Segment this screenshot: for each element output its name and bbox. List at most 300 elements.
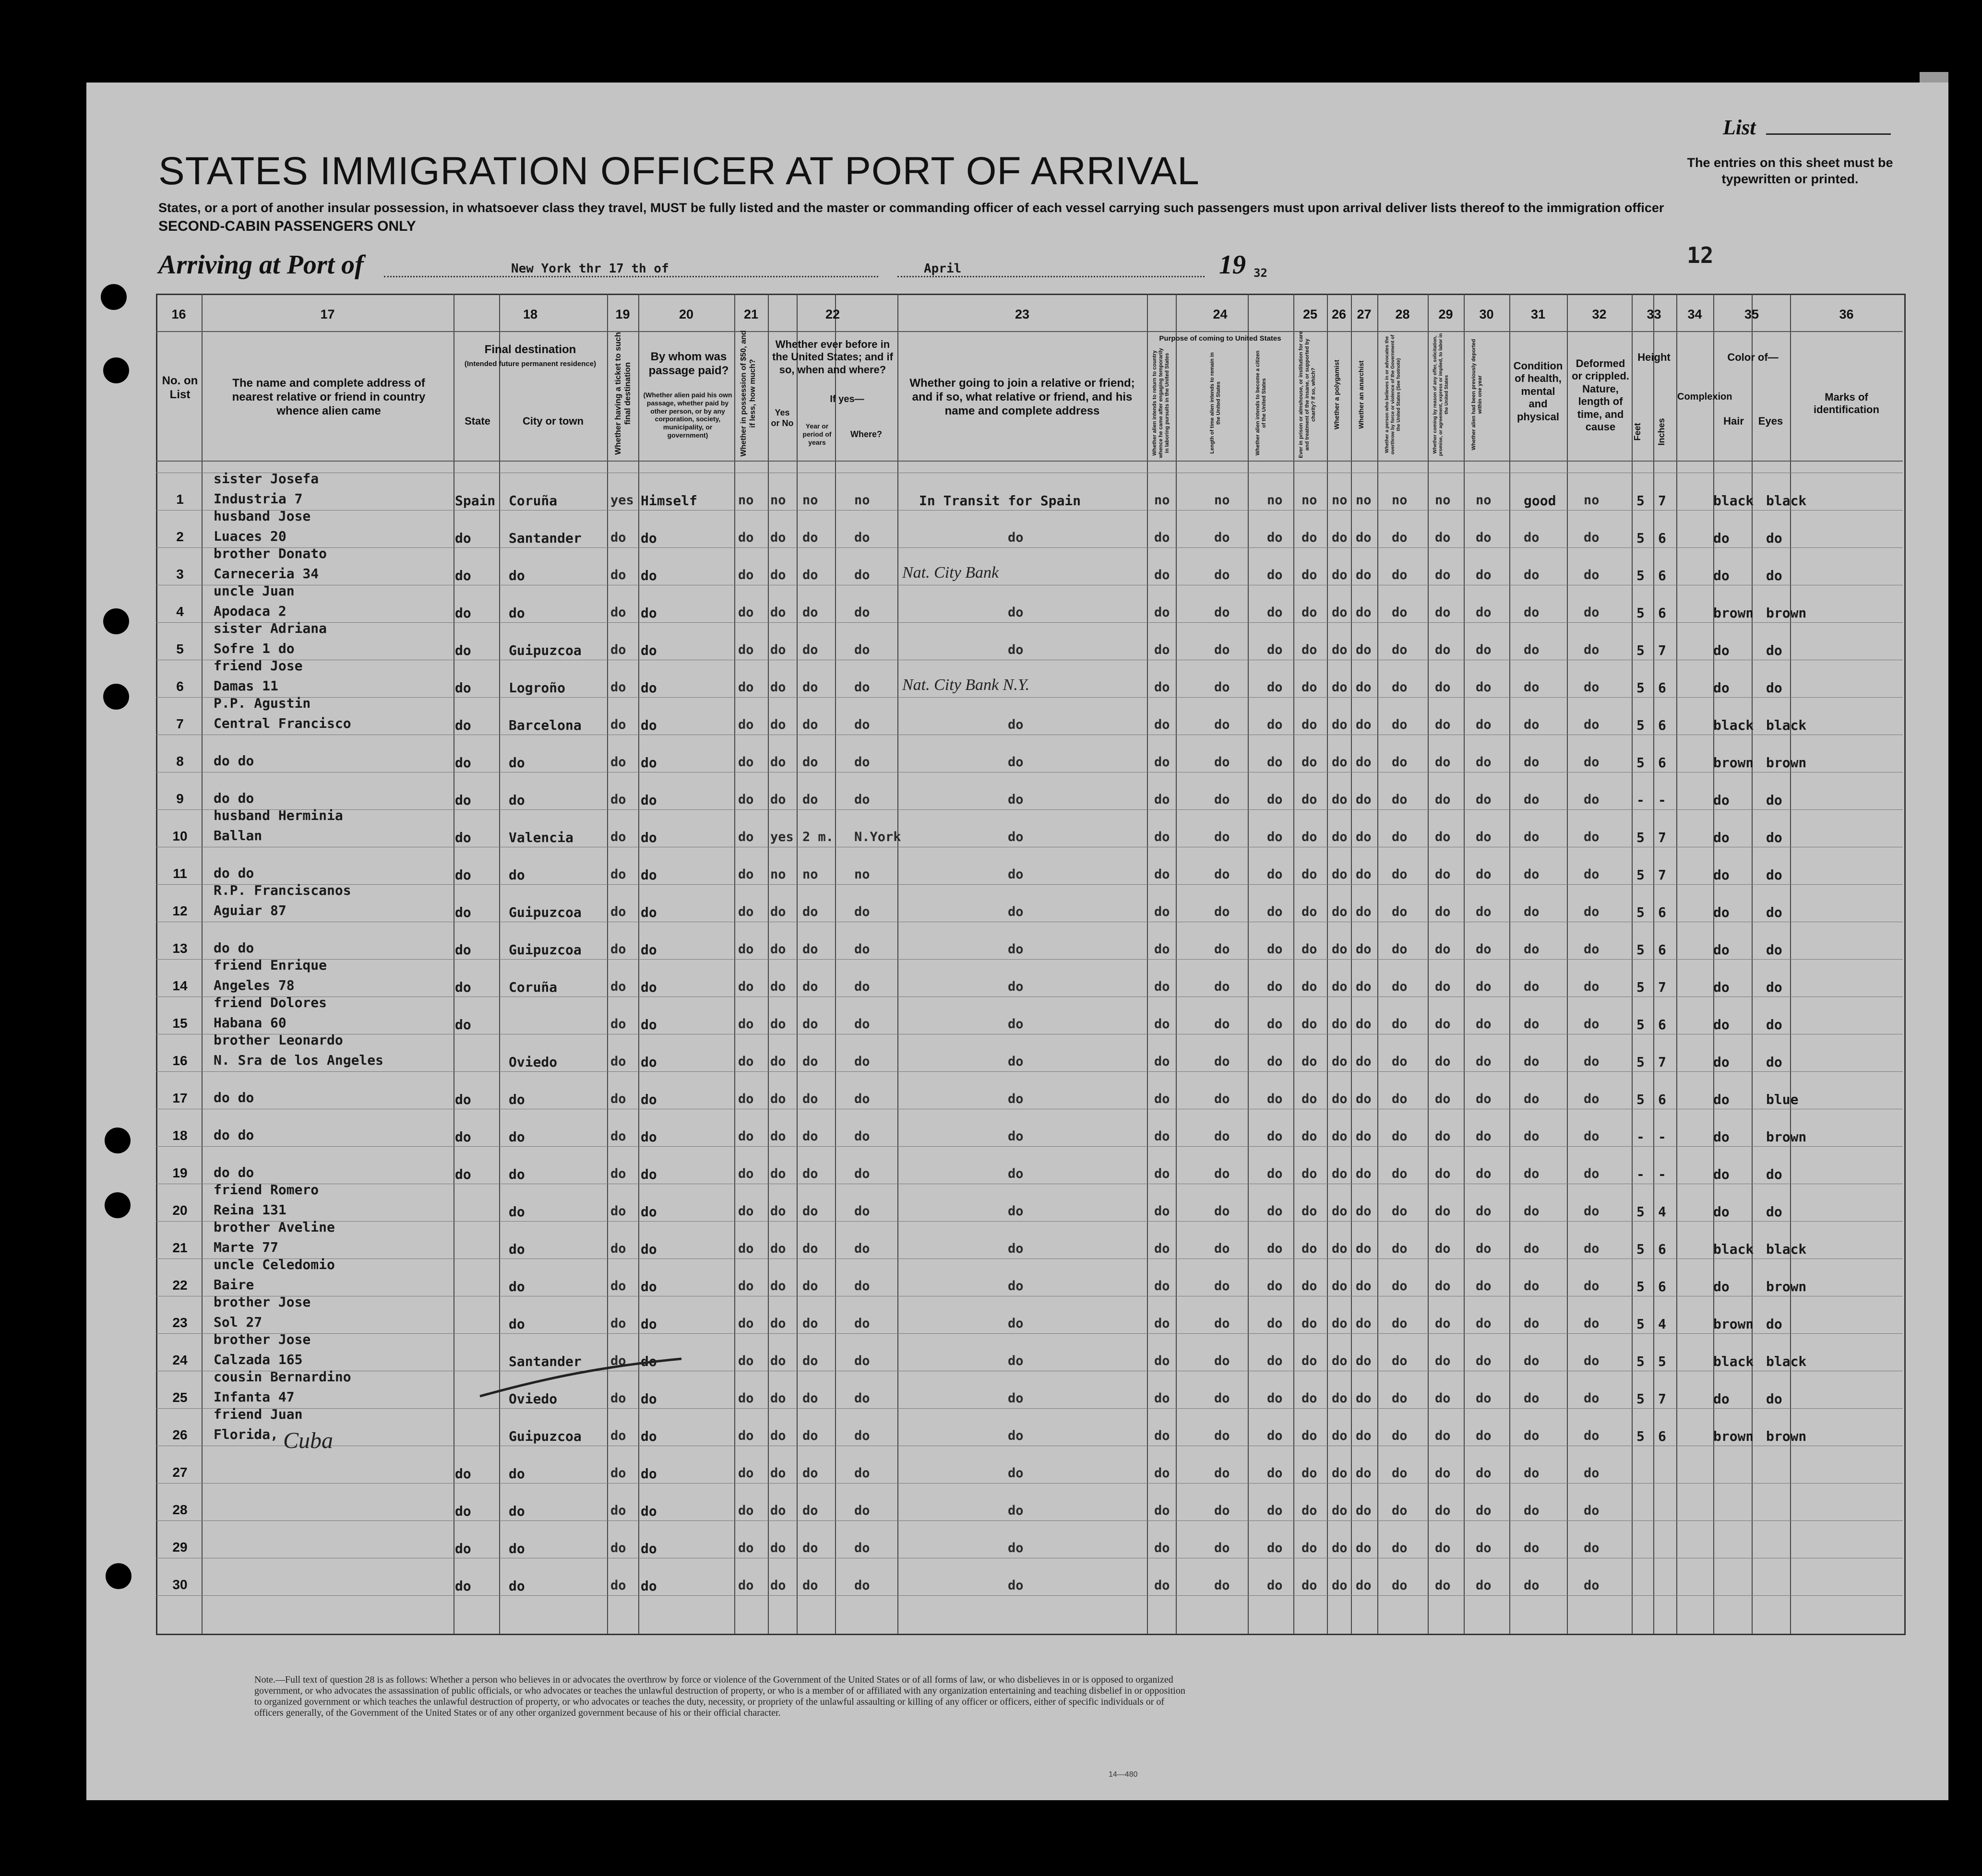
header-hair: Hair [1723,415,1744,427]
row-rule [156,1146,1903,1147]
join-relative-value: Nat. City Bank [902,564,999,582]
prison-value: do [1301,1503,1317,1518]
eye-color: do [1766,1054,1782,1070]
purpose-return-value: do [1154,792,1170,807]
fifty-dollars-value: do [738,1541,754,1555]
eye-color: brown [1766,1279,1807,1294]
before-yes-no: do [770,717,786,732]
deported-value: do [1476,979,1492,994]
relative-name: brother Donato [214,546,327,561]
polygamist-value: do [1332,867,1348,882]
polygamist-value: do [1332,605,1348,620]
column-number: 17 [320,307,335,321]
purpose-citizen-value: do [1267,904,1283,919]
row-number: 14 [172,978,188,993]
row-rule [156,959,1903,960]
height-feet: 5 [1636,867,1645,883]
fifty-dollars-value: do [738,1092,754,1106]
header-height: Height [1637,351,1671,363]
relative-address: Carneceria 34 [214,566,319,582]
destination-state: do [455,942,471,958]
deformed-value: do [1584,792,1600,807]
anarchist-value: do [1356,792,1372,807]
deported-value: do [1476,1428,1492,1443]
overthrow-value: do [1392,830,1408,844]
destination-city: do [509,1578,525,1594]
column-divider [499,294,500,1634]
destination-city: do [509,1466,525,1482]
year-label: 19 [1219,250,1246,280]
before-where: no [854,493,870,508]
polygamist-value: do [1332,1391,1348,1406]
relative-address: Infanta 47 [214,1389,295,1405]
purpose-citizen-value: do [1267,1054,1283,1069]
join-relative-value: do [1008,830,1024,844]
anarchist-value: do [1356,1466,1372,1481]
binder-hole [103,357,129,383]
prison-value: do [1301,1578,1317,1593]
before-where: do [854,942,870,957]
relative-name: sister Adriana [214,620,327,636]
passage-paid-value: do [641,1129,657,1145]
header-fifty-dollars: Whether in possession of $50, and if less, how much? [740,330,757,457]
anarchist-value: do [1356,1391,1372,1406]
row-number: 7 [176,716,184,731]
column-divider [638,294,639,1634]
purpose-return-value: do [1154,1354,1170,1368]
health-value: do [1524,530,1540,545]
row-rule [156,547,1903,548]
relative-address: do do [214,1090,254,1105]
overthrow-value: do [1392,1204,1408,1219]
deported-value: do [1476,1092,1492,1106]
health-value: do [1524,680,1540,695]
header-destination-note: (Intended future permanent residence) [464,360,597,368]
header-ticket: Whether having a ticket to such final destination [613,332,633,455]
relative-address: Reina 131 [214,1202,287,1218]
anarchist-value: do [1356,1316,1372,1331]
join-relative-value: do [1008,1204,1024,1219]
deported-value: do [1476,867,1492,882]
header-yes-or-no: Yes or No [771,408,794,428]
fifty-dollars-value: do [738,717,754,732]
passage-paid-value: do [641,1204,657,1220]
relative-name: brother Leonardo [214,1032,343,1048]
column-number: 16 [171,307,186,321]
height-feet: 5 [1636,904,1645,920]
header-rule [156,331,1903,332]
before-period: do [802,755,818,770]
row-rule [156,1483,1903,1484]
purpose-return-value: do [1154,1166,1170,1181]
deported-value: do [1476,1017,1492,1032]
height-inches: 6 [1658,1279,1666,1294]
column-number: 25 [1302,307,1318,321]
fifty-dollars-value: do [738,979,754,994]
height-feet: 5 [1636,1428,1645,1444]
overthrow-value: do [1392,1092,1408,1106]
height-inches: 5 [1658,1354,1666,1369]
passage-paid-value: do [641,1054,657,1070]
deformed-value: do [1584,1129,1600,1144]
height-inches: 7 [1658,642,1666,658]
before-period: do [802,1316,818,1331]
polygamist-value: do [1332,1466,1348,1481]
column-number: 32 [1592,307,1607,321]
destination-city: Guipuzcoa [509,642,582,658]
labor-offer-value: do [1435,1391,1451,1406]
fifty-dollars-value: no [738,493,754,508]
overthrow-value: do [1392,1129,1408,1144]
before-where: do [854,1166,870,1181]
header-nearest-relative: The name and complete address of nearest relative or friend in country whence alien came [232,377,426,417]
polygamist-value: do [1332,717,1348,732]
eye-color: brown [1766,605,1807,621]
row-number: 6 [176,679,184,694]
polygamist-value: do [1332,1092,1348,1106]
row-number: 13 [172,941,188,956]
purpose-return-value: do [1154,1204,1170,1219]
deported-value: do [1476,1166,1492,1181]
health-value: do [1524,792,1540,807]
overthrow-value: do [1392,1054,1408,1069]
before-yes-no: do [770,942,786,957]
destination-city: do [509,1204,525,1220]
header-period: Year or period of years [802,422,832,446]
row-rule [156,809,1903,810]
anarchist-value: do [1356,717,1372,732]
height-inches: 6 [1658,1428,1666,1444]
fifty-dollars-value: do [738,1503,754,1518]
height-feet: 5 [1636,1354,1645,1369]
row-number: 4 [176,604,184,619]
relative-name: friend Jose [214,658,303,674]
purpose-citizen-value: do [1267,792,1283,807]
height-feet: 5 [1636,568,1645,583]
row-number: 2 [176,529,184,544]
ticket-value: do [610,605,626,620]
before-yes-no: do [770,1129,786,1144]
height-feet: 5 [1636,1204,1645,1220]
column-number: 24 [1213,307,1228,321]
before-period: do [802,942,818,957]
fifty-dollars-value: do [738,605,754,620]
destination-state: do [455,755,471,771]
height-feet: 5 [1636,642,1645,658]
overthrow-value: do [1392,1354,1408,1368]
purpose-citizen-value: do [1267,1129,1283,1144]
column-number: 23 [1015,307,1030,321]
purpose-return-value: do [1154,1503,1170,1518]
polygamist-value: do [1332,979,1348,994]
prison-value: do [1301,1166,1317,1181]
deported-value: do [1476,1129,1492,1144]
hair-color: do [1713,568,1730,583]
deported-value: do [1476,1054,1492,1069]
height-feet: 5 [1636,493,1645,509]
before-yes-no: do [770,1428,786,1443]
header-final-destination: Final destination [484,343,576,356]
destination-state: do [455,530,471,546]
purpose-citizen-value: do [1267,1354,1283,1368]
destination-state: do [455,568,471,583]
row-number: 20 [172,1203,188,1218]
health-value: do [1524,904,1540,919]
polygamist-value: no [1332,493,1348,508]
before-where: do [854,755,870,770]
health-value: do [1524,755,1540,770]
before-yes-no: do [770,1204,786,1219]
polygamist-value: do [1332,1054,1348,1069]
destination-state: do [455,1578,471,1594]
anarchist-value: no [1356,493,1372,508]
anarchist-value: do [1356,1054,1372,1069]
labor-offer-value: do [1435,1279,1451,1294]
purpose-length-value: do [1214,717,1230,732]
purpose-return-value: do [1154,1241,1170,1256]
before-where: do [854,680,870,695]
health-value: do [1524,568,1540,582]
relative-name: friend Romero [214,1182,319,1198]
purpose-length-value: do [1214,1466,1230,1481]
eye-color: do [1766,867,1782,883]
polygamist-value: do [1332,792,1348,807]
ticket-value: do [610,1129,626,1144]
deported-value: do [1476,605,1492,620]
height-inches: 6 [1658,568,1666,583]
eye-color: do [1766,1204,1782,1220]
eye-color: do [1766,979,1782,995]
destination-city: do [509,755,525,771]
destination-city: Oviedo [509,1054,558,1070]
prison-value: do [1301,830,1317,844]
purpose-return-value: do [1154,904,1170,919]
purpose-length-value: do [1214,1279,1230,1294]
labor-offer-value: do [1435,979,1451,994]
before-period: do [802,1241,818,1256]
purpose-length-value: do [1214,1092,1230,1106]
eye-color: do [1766,792,1782,808]
passage-paid-value: do [641,1279,657,1294]
column-divider [734,294,735,1634]
labor-offer-value: do [1435,1354,1451,1368]
before-period: 2 m. [802,830,834,844]
purpose-return-value: do [1154,642,1170,657]
labor-offer-value: do [1435,530,1451,545]
purpose-citizen-value: do [1267,1541,1283,1555]
binder-hole [106,1563,131,1589]
purpose-length-value: do [1214,1241,1230,1256]
join-relative-value: do [1008,1391,1024,1406]
height-inches: 6 [1658,755,1666,771]
purpose-return-value: do [1154,942,1170,957]
before-yes-no: do [770,568,786,582]
deported-value: do [1476,942,1492,957]
passage-paid-value: do [641,717,657,733]
deformed-value: do [1584,942,1600,957]
prison-value: do [1301,1316,1317,1331]
before-yes-no: do [770,642,786,657]
port-value: New York thr 17 th of [511,261,669,276]
join-relative-value: do [1008,979,1024,994]
overthrow-value: do [1392,1316,1408,1331]
fifty-dollars-value: do [738,1428,754,1443]
column-divider [1327,294,1328,1634]
join-relative-value: do [1008,1129,1024,1144]
polygamist-value: do [1332,1578,1348,1593]
destination-state: do [455,1092,471,1107]
height-inches: 6 [1658,1092,1666,1107]
prison-value: do [1301,717,1317,732]
purpose-citizen-value: do [1267,1017,1283,1032]
polygamist-value: do [1332,530,1348,545]
eye-color: brown [1766,1129,1807,1145]
purpose-length-value: do [1214,1017,1230,1032]
column-divider [607,294,608,1634]
column-divider [1509,294,1510,1634]
form-number: 14—480 [1109,1770,1138,1779]
purpose-return-value: do [1154,605,1170,620]
before-period: do [802,1541,818,1555]
health-value: do [1524,1578,1540,1593]
anarchist-value: do [1356,680,1372,695]
row-rule [156,1333,1903,1334]
month-line [897,276,1205,277]
overthrow-value: do [1392,1541,1408,1555]
eye-color: do [1766,942,1782,958]
fifty-dollars-value: do [738,1578,754,1593]
before-period: do [802,568,818,582]
relative-address: do do [214,1164,254,1180]
header-passage-paid: By whom was passage paid? [648,350,729,377]
anarchist-value: do [1356,1354,1372,1368]
prison-value: do [1301,1017,1317,1032]
labor-offer-value: do [1435,680,1451,695]
prison-value: do [1301,1354,1317,1368]
height-inches: 6 [1658,717,1666,733]
typewritten-instruction: The entries on this sheet must be typewritten or printed. [1687,155,1893,186]
before-where: do [854,717,870,732]
labor-offer-value: do [1435,1054,1451,1069]
health-value: do [1524,1428,1540,1443]
fifty-dollars-value: do [738,1241,754,1256]
deformed-value: do [1584,1204,1600,1219]
health-value: do [1524,642,1540,657]
before-yes-no: no [770,867,786,882]
relative-name: P.P. Agustin [214,695,311,711]
port-line [384,276,878,277]
height-feet: 5 [1636,1316,1645,1332]
purpose-length-value: do [1214,755,1230,770]
row-rule [156,622,1903,623]
health-value: do [1524,1391,1540,1406]
anarchist-value: do [1356,1129,1372,1144]
before-period: do [802,1204,818,1219]
health-value: do [1524,1092,1540,1106]
join-relative-value: do [1008,1166,1024,1181]
health-value: do [1524,1466,1540,1481]
deported-value: do [1476,830,1492,844]
instructions-line: States, or a port of another insular possession, in whatsoever class they travel, MUST be fully listed and the master or commanding officer of each vessel carrying such passengers must upon arrival deliver lists thereof to the immigration officer [158,201,1664,215]
height-inches: 4 [1658,1204,1666,1220]
column-number: 31 [1530,307,1546,321]
destination-state: do [455,642,471,658]
overthrow-value: do [1392,1428,1408,1443]
purpose-return-value: do [1154,1054,1170,1069]
polygamist-value: do [1332,755,1348,770]
passage-paid-value: do [641,1503,657,1519]
before-yes-no: do [770,530,786,545]
column-divider [897,294,898,1634]
before-yes-no: do [770,605,786,620]
relative-address: Central Francisco [214,715,351,731]
height-inches: 7 [1658,867,1666,883]
purpose-length-value: do [1214,904,1230,919]
deformed-value: do [1584,867,1600,882]
prison-value: do [1301,680,1317,695]
hair-color: do [1713,904,1730,920]
before-yes-no: do [770,755,786,770]
column-divider [1147,294,1148,1634]
destination-state: do [455,1503,471,1519]
purpose-length-value: do [1214,1166,1230,1181]
overthrow-value: do [1392,792,1408,807]
overthrow-value: do [1392,1241,1408,1256]
hair-color: do [1713,1092,1730,1107]
ticket-value: do [610,792,626,807]
before-yes-no: do [770,1054,786,1069]
anarchist-value: do [1356,1503,1372,1518]
deformed-value: do [1584,717,1600,732]
destination-state: do [455,680,471,696]
polygamist-value: do [1332,1204,1348,1219]
purpose-return-value: do [1154,830,1170,844]
deformed-value: do [1584,1428,1600,1443]
column-divider [1248,294,1249,1634]
purpose-return-value: do [1154,1428,1170,1443]
deformed-value: do [1584,755,1600,770]
before-yes-no: do [770,1279,786,1294]
ticket-value: do [610,1279,626,1294]
deformed-value: do [1584,1541,1600,1555]
purpose-length-value: do [1214,942,1230,957]
overthrow-value: do [1392,530,1408,545]
deformed-value: do [1584,1017,1600,1032]
destination-city: do [509,1316,525,1332]
overthrow-value: do [1392,642,1408,657]
column-divider [1176,294,1177,1634]
row-rule [156,510,1903,511]
ticket-value: do [610,1503,626,1518]
labor-offer-value: do [1435,904,1451,919]
eye-color: do [1766,680,1782,696]
passage-paid-value: do [641,979,657,995]
before-where: do [854,1578,870,1593]
hair-color: do [1713,1279,1730,1294]
polygamist-value: do [1332,942,1348,957]
purpose-return-value: do [1154,1129,1170,1144]
before-yes-no: do [770,1354,786,1368]
before-where: do [854,642,870,657]
deported-value: do [1476,1316,1492,1331]
before-period: do [802,979,818,994]
prison-value: do [1301,1541,1317,1555]
row-number: 19 [172,1165,188,1180]
deformed-value: do [1584,1391,1600,1406]
header-purpose-return: Whether alien intends to return to country whence he came after engaging temporarily in laboring pursuits in the United States [1152,348,1170,458]
destination-city: do [509,1166,525,1182]
destination-city: Valencia [509,830,573,845]
